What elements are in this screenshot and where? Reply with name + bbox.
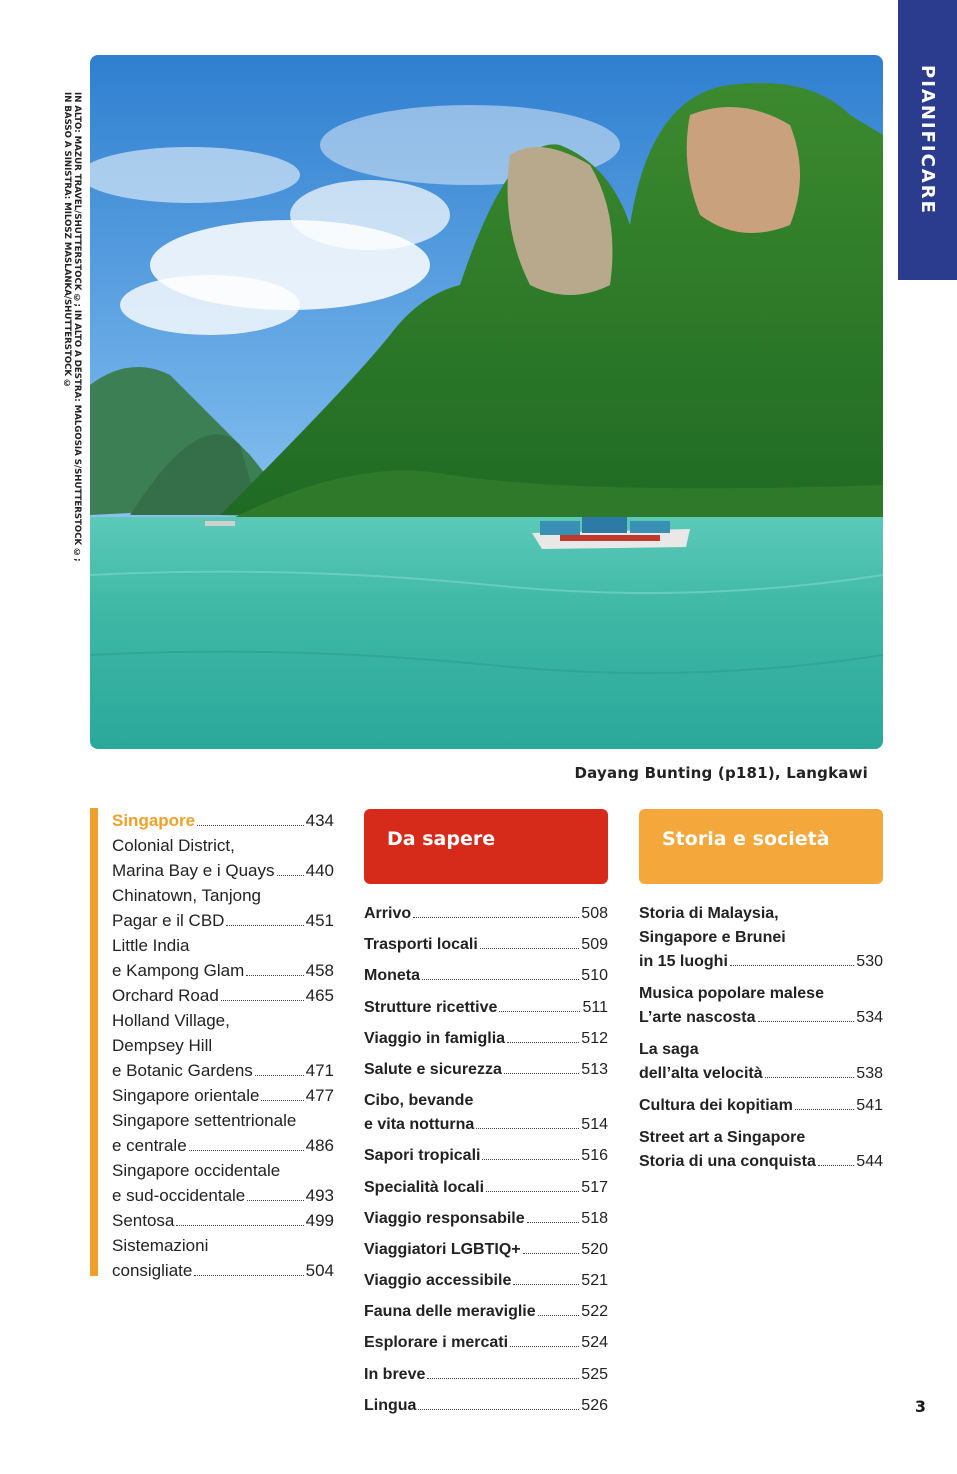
photo-caption: Dayang Bunting (p181), Langkawi <box>574 764 868 782</box>
toc-entry[interactable]: Viaggio responsabile 518 <box>364 1209 608 1227</box>
cover-photo <box>90 55 883 749</box>
toc-entry[interactable]: e Kampong Glam 458 <box>112 961 334 980</box>
toc-entry[interactable]: Sentosa 499 <box>112 1211 334 1230</box>
toc-entry[interactable]: L’arte nascosta 534 <box>639 1009 883 1026</box>
toc-entry[interactable]: dell’alta velocità 538 <box>639 1065 883 1082</box>
toc-entry[interactable]: Singapore orientale 477 <box>112 1086 334 1105</box>
toc-entry[interactable]: Specialità locali 517 <box>364 1178 608 1196</box>
toc-entry[interactable]: e sud-occidentale 493 <box>112 1186 334 1205</box>
toc-entry[interactable]: Sapori tropicali 516 <box>364 1147 608 1165</box>
toc-entry[interactable]: Esplorare i mercati 524 <box>364 1334 608 1352</box>
toc-entry-line: Musica popolare malese <box>639 985 824 1002</box>
toc-entry-line: Street art a Singapore <box>639 1129 806 1146</box>
toc-entry[interactable]: In breve 525 <box>364 1365 608 1383</box>
toc-entry[interactable]: Orchard Road 465 <box>112 986 334 1005</box>
toc-entry[interactable]: in 15 luoghi 530 <box>639 953 883 970</box>
toc-entry[interactable]: Fauna delle meraviglie 522 <box>364 1303 608 1321</box>
toc-entry[interactable]: Trasporti locali 509 <box>364 936 608 954</box>
toc-entry-line: Sistemazioni <box>112 1236 209 1255</box>
toc-entry-line: Dempsey Hill <box>112 1036 213 1055</box>
toc-entry[interactable]: Moneta 510 <box>364 967 608 985</box>
section-header-storia-societa: Storia e società <box>639 809 883 884</box>
toc-group <box>639 1094 883 1118</box>
toc-entry[interactable]: consigliate 504 <box>112 1261 334 1280</box>
toc-entry[interactable]: Strutture ricettive 511 <box>364 998 608 1016</box>
page-number: 3 <box>914 1397 926 1416</box>
photo-credit-text: IN ALTO: MAZUR TRAVEL/SHUTTERSTOCK ©; IN ALTO A DESTRA: MALGOSIA S/SHUTTERSTOCK ©; IN BASSO A SINISTRA: MILOSZ MASLANKA/SHUTTERSTOCK © <box>62 92 82 562</box>
toc-entry-line: Singapore e Brunei <box>639 929 786 946</box>
toc-entry[interactable]: Cultura dei kopitiam 541 <box>639 1097 883 1114</box>
toc-entry[interactable]: Storia di una conquista 544 <box>639 1153 883 1170</box>
toc-entry-line: Singapore occidentale <box>112 1161 281 1180</box>
toc-entry-line: Storia di Malaysia, <box>639 905 779 922</box>
toc-group <box>639 1126 883 1174</box>
toc-entry-line: La saga <box>639 1041 699 1058</box>
toc-entry-line: Chinatown, Tanjong <box>112 886 262 905</box>
toc-entry[interactable]: e Botanic Gardens 471 <box>112 1061 334 1080</box>
toc-da-sapere <box>364 902 608 1425</box>
toc-group <box>639 1038 883 1086</box>
section-tab <box>898 0 957 280</box>
toc-entry[interactable]: e centrale 486 <box>112 1136 334 1155</box>
toc-storia-societa <box>639 902 883 1182</box>
toc-entry[interactable]: Viaggiatori LGBTIQ+ 520 <box>364 1240 608 1258</box>
toc-entry[interactable]: Salute e sicurezza 513 <box>364 1060 608 1078</box>
photo-credit <box>62 92 82 562</box>
toc-group <box>639 902 883 974</box>
toc-entry[interactable]: Singapore 434 <box>112 811 334 830</box>
toc-entry-line: Cibo, bevande <box>364 1092 474 1110</box>
section-header-da-sapere: Da sapere <box>364 809 608 884</box>
toc-group <box>639 982 883 1030</box>
toc-entry[interactable]: Arrivo 508 <box>364 905 608 922</box>
toc-entry-line: Holland Village, <box>112 1011 230 1030</box>
toc-singapore <box>90 808 334 1280</box>
toc-entry[interactable]: Marina Bay e i Quays 440 <box>112 861 334 880</box>
toc-entry-line: Singapore settentrionale <box>112 1111 297 1130</box>
toc-entry[interactable]: Viaggio accessibile 521 <box>364 1272 608 1290</box>
toc-entry-line: Little India <box>112 936 190 955</box>
toc-entry-line: Colonial District, <box>112 836 235 855</box>
toc-entry[interactable]: Viaggio in famiglia 512 <box>364 1029 608 1047</box>
section-tab-label: PIANIFICARE <box>917 65 938 215</box>
toc-entry[interactable]: Pagar e il CBD 451 <box>112 911 334 930</box>
toc-entry[interactable]: e vita notturna 514 <box>364 1116 608 1134</box>
toc-entry[interactable]: Lingua 526 <box>364 1396 608 1414</box>
